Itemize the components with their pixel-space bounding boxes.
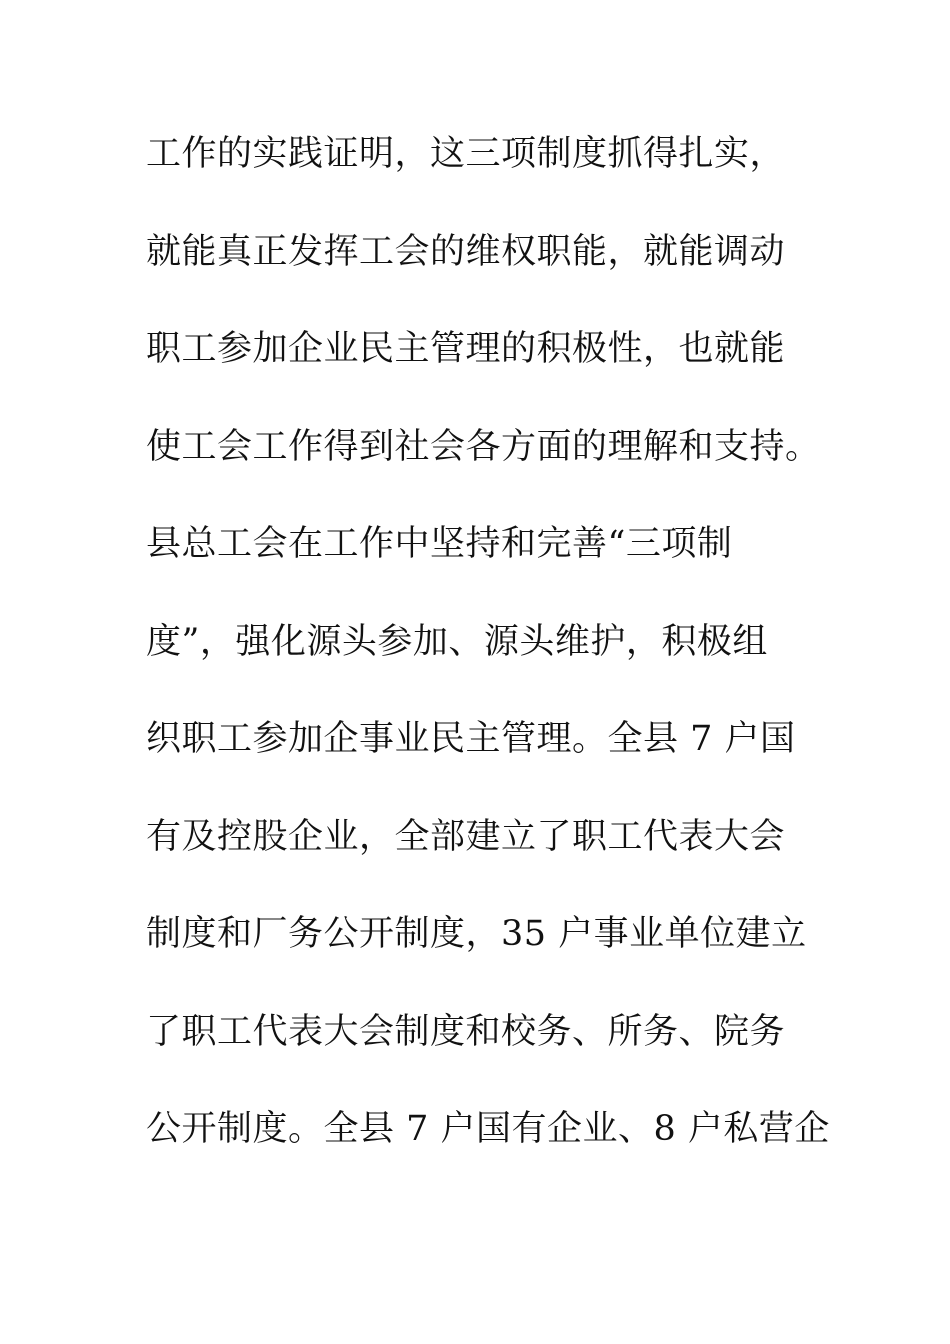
text-line-11: 公开制度。全县 7 户国有企业、8 户私营企 — [146, 1109, 830, 1149]
text-line-10: 了职工代表大会制度和校务、所务、院务 — [146, 1011, 786, 1052]
text-line-6: 度”，强化源头参加、源头维护，积极组 — [146, 621, 768, 662]
text-line-1: 工作的实践证明，这三项制度抓得扎实， — [146, 134, 786, 174]
text-line-3: 职工参加企业民主管理的积极性，也就能 — [146, 329, 786, 369]
text-line-4: 使工会工作得到社会各方面的理解和支持。 — [146, 426, 821, 467]
text-line-9: 制度和厂务公开制度，35 户事业单位建立 — [146, 914, 807, 954]
text-line-2: 就能真正发挥工会的维权职能，就能调动 — [146, 231, 786, 272]
text-line-7: 织职工参加企事业民主管理。全县 7 户国 — [146, 719, 796, 759]
body-text — [146, 130, 846, 1203]
text-line-8: 有及控股企业，全部建立了职工代表大会 — [146, 816, 786, 857]
text-line-5: 县总工会在工作中坚持和完善“三项制 — [146, 524, 733, 564]
